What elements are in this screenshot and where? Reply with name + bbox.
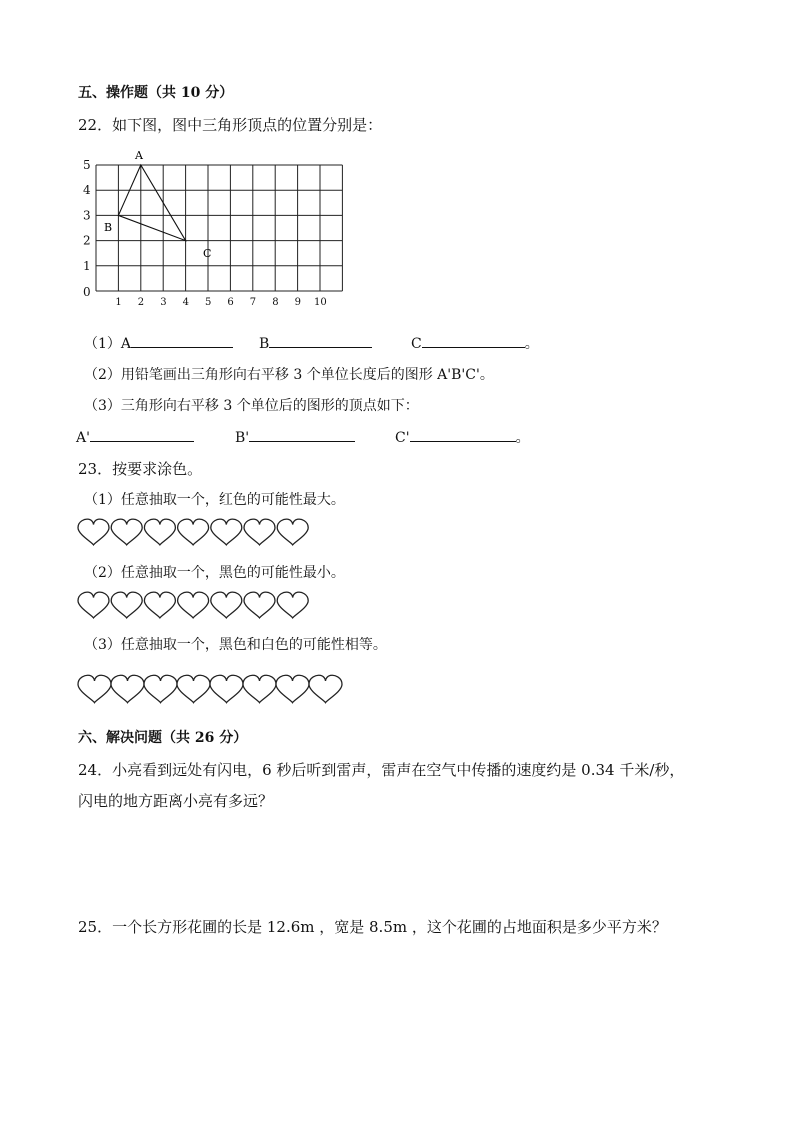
- heart-icon[interactable]: [111, 675, 144, 702]
- q22-part2: （2）用铅笔画出三角形向右平移 3 个单位长度后的图形 A'B'C'。: [84, 367, 494, 383]
- answer-blank-c[interactable]: [422, 333, 525, 348]
- heart-row-3: [76, 672, 348, 706]
- heart-icon[interactable]: [78, 592, 109, 618]
- answer-blank-c-prime[interactable]: [410, 427, 516, 442]
- q22-part1-end: 。: [524, 336, 539, 352]
- answer-blank-a[interactable]: [131, 333, 233, 348]
- heart-icon[interactable]: [244, 519, 275, 545]
- q22-part3-b-row: [235, 427, 355, 446]
- question-25: 25．一个长方形花圃的长是 12.6m ，宽是 8.5m ，这个花圃的占地面积是多少平方米？: [78, 918, 667, 936]
- heart-icon[interactable]: [78, 519, 109, 545]
- x-tick-label: 8: [272, 297, 279, 308]
- answer-blank-a-prime[interactable]: [90, 427, 194, 442]
- x-tick-label: 6: [227, 297, 234, 308]
- section-five-heading: 五、操作题（共 10 分）: [78, 85, 234, 101]
- q23-part2: （2）任意抽取一个，黑色的可能性最小。: [84, 565, 345, 581]
- q22-part3-end: 。: [515, 430, 530, 446]
- heart-row-2: [76, 590, 316, 620]
- coordinate-grid-figure: [70, 143, 370, 313]
- answer-blank-b-prime[interactable]: [249, 427, 355, 442]
- q22-part1-c-label: C: [411, 336, 422, 352]
- heart-icon[interactable]: [277, 592, 308, 618]
- heart-icon[interactable]: [309, 675, 342, 702]
- x-tick-label: 7: [249, 297, 257, 308]
- q22-part3-a-row: [76, 427, 194, 446]
- x-tick-label: 3: [160, 297, 167, 308]
- heart-icon[interactable]: [178, 592, 209, 618]
- question-23-stem: 23．按要求涂色。: [78, 460, 203, 478]
- triangle-abc: [118, 165, 185, 241]
- y-tick-label: 0: [83, 285, 91, 299]
- vertex-label-c: C: [203, 247, 212, 260]
- q23-part1: （1）任意抽取一个，红色的可能性最大。: [84, 492, 345, 508]
- x-tick-label: 5: [205, 297, 212, 308]
- question-24-line2: 闪电的地方距离小亮有多远？: [78, 792, 274, 810]
- heart-icon[interactable]: [243, 675, 276, 702]
- q22-part3: （3）三角形向右平移 3 个单位后的图形的顶点如下：: [84, 398, 419, 414]
- y-tick-label: 1: [83, 258, 91, 273]
- q22-part1-c-row: [411, 333, 539, 353]
- x-tick-label: 4: [182, 297, 189, 308]
- heart-icon[interactable]: [244, 592, 275, 618]
- q22-part3-c-label: C': [395, 430, 410, 446]
- heart-icon[interactable]: [144, 519, 175, 545]
- heart-row-1: [76, 517, 316, 547]
- q22-part3-b-label: B': [235, 430, 250, 446]
- question-24-line1: 24．小亮看到远处有闪电，6 秒后听到雷声，雷声在空气中传播的速度约是 0.34 千米/秒，: [78, 761, 685, 779]
- q23-part3: （3）任意抽取一个，黑色和白色的可能性相等。: [84, 637, 387, 653]
- y-tick-label: 4: [83, 183, 91, 198]
- answer-blank-b[interactable]: [269, 333, 372, 348]
- y-tick-label: 5: [83, 158, 91, 172]
- heart-icon[interactable]: [111, 519, 142, 545]
- heart-icon[interactable]: [277, 519, 308, 545]
- heart-icon[interactable]: [178, 519, 209, 545]
- y-tick-label: 3: [83, 208, 91, 223]
- heart-icon[interactable]: [144, 592, 175, 618]
- heart-icon[interactable]: [144, 675, 177, 702]
- heart-icon[interactable]: [276, 675, 309, 702]
- heart-icon[interactable]: [211, 519, 242, 545]
- q22-part1-row: [84, 333, 233, 353]
- x-tick-label: 9: [294, 297, 301, 308]
- q22-part3-a-label: A': [76, 430, 90, 446]
- heart-icon[interactable]: [211, 592, 242, 618]
- x-tick-label: 2: [137, 297, 145, 308]
- heart-icon[interactable]: [111, 592, 142, 618]
- q22-part1-prefix: （1）A: [84, 336, 132, 352]
- heart-icon[interactable]: [210, 675, 243, 702]
- question-22-stem: 22．如下图，图中三角形顶点的位置分别是：: [78, 116, 383, 134]
- y-axis-ticks: [83, 158, 91, 299]
- y-tick-label: 2: [83, 233, 91, 248]
- q22-part1-b-row: [259, 333, 372, 352]
- vertex-label-b: B: [104, 221, 113, 234]
- x-tick-label: 1: [115, 297, 122, 308]
- q22-part1-b-label: B: [259, 336, 270, 352]
- heart-icon[interactable]: [78, 675, 111, 702]
- x-axis-ticks: [115, 297, 326, 308]
- x-tick-label: 10: [314, 297, 327, 308]
- q22-part3-c-row: [395, 427, 530, 447]
- heart-icon[interactable]: [177, 675, 210, 702]
- vertex-label-a: A: [135, 149, 143, 162]
- section-six-heading: 六、解决问题（共 26 分）: [78, 730, 248, 746]
